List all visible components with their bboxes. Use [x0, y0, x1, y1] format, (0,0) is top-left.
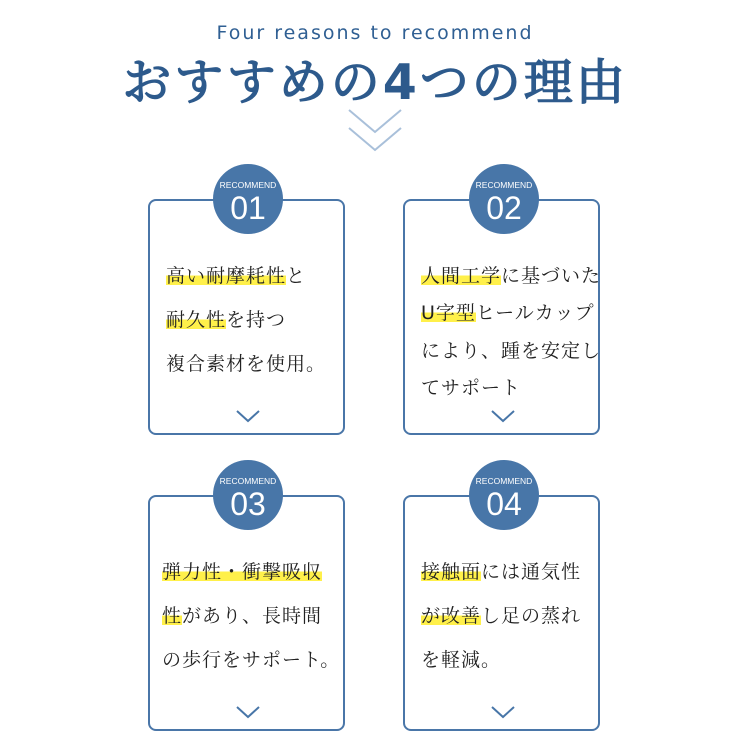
card-line: U字型ヒールカップ: [421, 302, 595, 324]
card-line: により、踵を安定し: [421, 340, 602, 362]
chevron-down-icon: [490, 705, 516, 719]
card-line: 耐久性を持つ: [166, 309, 287, 331]
chevron-down-icon: [490, 409, 516, 423]
card-line: 人間工学に基づいた: [421, 265, 602, 287]
badge-label: RECOMMEND: [219, 476, 277, 486]
recommend-badge-01: [213, 164, 283, 234]
badge-number: 04: [486, 486, 522, 522]
recommend-badge-02: [469, 164, 539, 234]
page-title: おすすめの4つの理由: [122, 54, 628, 111]
card-line: 複合素材を使用。: [166, 353, 327, 375]
badge-label: RECOMMEND: [475, 476, 533, 486]
badge-number: 02: [486, 190, 522, 226]
badge-number: 01: [230, 190, 266, 226]
badge-number: 03: [230, 486, 266, 522]
card-line: を軽減。: [421, 649, 502, 671]
recommend-badge-03: [213, 460, 283, 530]
chevron-down-icon: [235, 705, 261, 719]
badge-label: RECOMMEND: [475, 180, 533, 190]
card-line: 高い耐摩耗性と: [166, 265, 307, 287]
card-line: 弾力性・衝撃吸収: [162, 561, 323, 583]
recommend-badge-04: [469, 460, 539, 530]
chevron-down-icon: [235, 409, 261, 423]
badge-label: RECOMMEND: [219, 180, 277, 190]
card-line: の歩行をサポート。: [162, 649, 341, 671]
reason-card-01: [148, 199, 345, 435]
double-chevron-down-icon: [347, 106, 403, 156]
card-line: てサポート: [421, 377, 522, 399]
card-line: 性があり、長時間: [162, 605, 323, 627]
card-line: 接触面には通気性: [421, 561, 582, 583]
reason-card-02: [403, 199, 600, 435]
card-line: が改善し足の蒸れ: [421, 605, 582, 627]
reason-card-03: [148, 495, 345, 731]
reason-card-04: [403, 495, 600, 731]
header-subtitle: Four reasons to recommend: [216, 22, 534, 44]
